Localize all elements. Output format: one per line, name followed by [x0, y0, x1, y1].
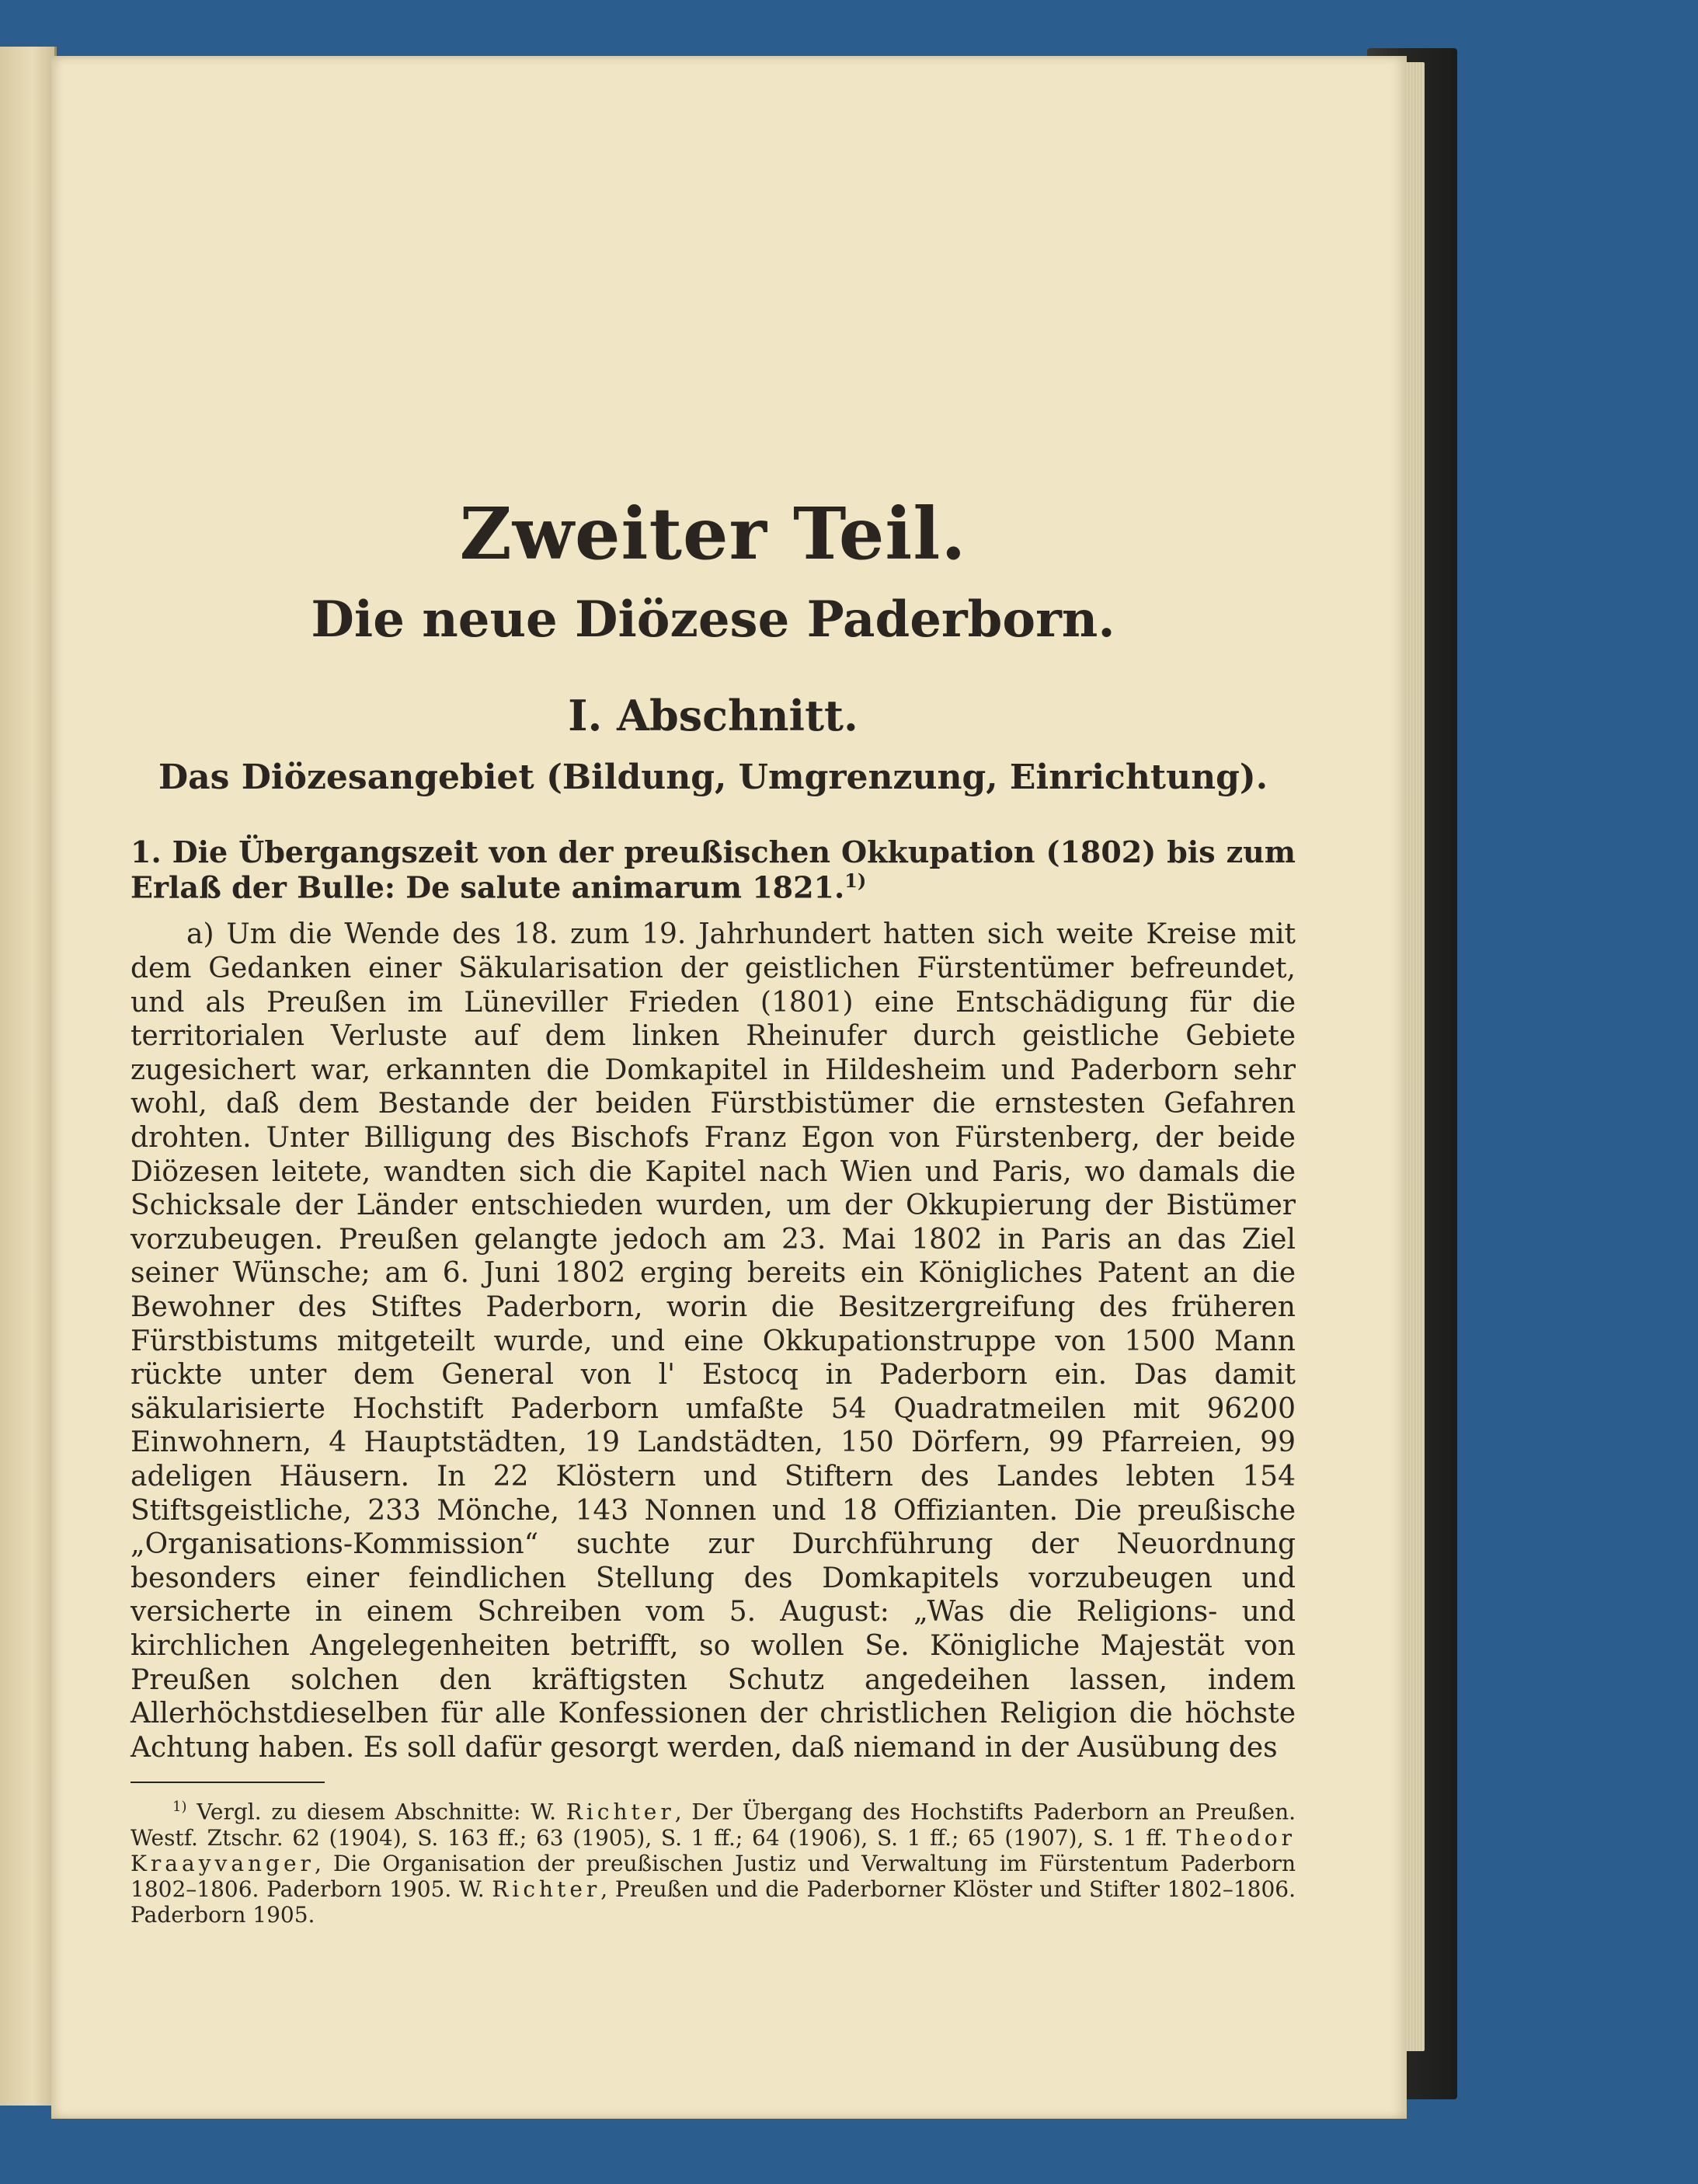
facing-page-edge [0, 47, 57, 2106]
footnote-text-2: , Der Übergang des Hochstifts Paderborn an Preußen. Westf. Ztschr. 62 (1904), S. 163 ff.; 63 (1905), S. 1 ff.; 64 (1906), S. 1 ff.; 65 (1907), S. 1 ff. [130, 1799, 1296, 1851]
footnote-author-2: Theodor Kraayvanger [130, 1824, 1296, 1876]
footnote-text-3: , Die Organisation der preußischen Justiz und Verwaltung im Fürstentum Paderborn 1802–1806. Paderborn 1905. W. [130, 1850, 1296, 1902]
footnote [130, 1794, 1296, 1927]
chapter-heading [130, 835, 1296, 905]
body-paragraph: a) Um die Wende des 18. zum 19. Jahrhundert hatten sich weite Kreise mit dem Gedanken einer Säkularisation der geistlichen Fürstentümer befreundet, und als Preußen im Lüneviller Frieden (1801) eine Entschädigung für die territorialen Verluste auf dem linken Rheinufer durch geistliche Gebiete zugesichert war, erkannten die Domkapitel in Hildesheim und Paderborn sehr wohl, daß dem Bestande der beiden Fürstbistümer die ernstesten Gefahren drohten. Unter Billigung des Bischofs Franz Egon von Fürstenberg, der beide Diözesen leitete, wandten sich die Kapitel nach Wien und Paris, wo damals die Schicksale der Länder entschieden wurden, um der Okkupierung der Bistümer vorzubeugen. Preußen gelangte jedoch am 23. Mai 1802 in Paris an das Ziel seiner Wünsche; am 6. Juni 1802 erging bereits ein Königliches Patent an die Bewohner des Stiftes Paderborn, worin die Besitzergreifung des früheren Fürstbistums mitgeteilt wurde, und eine Okkupationstruppe von 1500 Mann rückte unter dem General von l' Estocq in Paderborn ein. Das damit säkularisierte Hochstift Paderborn umfaßte 54 Quadratmeilen mit 96200 Einwohnern, 4 Hauptstädten, 19 Landstädten, 150 Dörfern, 99 Pfarreien, 99 adeligen Häusern. In 22 Klöstern und Stiftern des Landes lebten 154 Stiftsgeistliche, 233 Mönche, 143 Nonnen und 18 Offizianten. Die preußische „Organisations-Kommission“ suchte zur Durchführung der Neuordnung besonders einer feindlichen Stellung des Domkapitels vorzubeugen und versicherte in einem Schreiben vom 5. August: „Was die Religions- und kirchlichen Angelegenheiten betrifft, so wollen Se. Königliche Majestät von Preußen solchen den kräftigsten Schutz angedeihen lassen, indem Allerhöchstdieselben für alle Konfessionen der christlichen Religion die höchste Achtung haben. Es soll dafür gesorgt werden, daß niemand in der Ausübung des [130, 918, 1296, 1764]
book-page [51, 56, 1407, 2119]
footnote-author-3: Richter [492, 1876, 601, 1902]
page-content [130, 491, 1296, 1928]
footnote-marker: 1) [172, 1799, 187, 1816]
footnote-text-1: Vergl. zu diesem Abschnitte: W. [197, 1799, 556, 1825]
part-title: Zweiter Teil. [459, 492, 967, 576]
section-subtitle: Das Diözesangebiet (Bildung, Umgrenzung, Einrichtung). [158, 757, 1268, 797]
part-subtitle: Die neue Diözese Paderborn. [311, 590, 1115, 650]
chapter-heading-text: 1. Die Übergangszeit von der preußischen Okkupation (1802) bis zum Erlaß der Bulle: De salute animarum 1821. [130, 834, 1296, 905]
footnote-reference: 1) [844, 869, 867, 892]
section-title: I. Abschnitt. [568, 691, 858, 741]
footnote-text-4: , Preußen und die Paderborner Klöster und Stifter 1802–1806. Paderborn 1905. [130, 1876, 1296, 1928]
footnote-divider [130, 1782, 325, 1783]
footnote-author-1: Richter [565, 1799, 675, 1825]
